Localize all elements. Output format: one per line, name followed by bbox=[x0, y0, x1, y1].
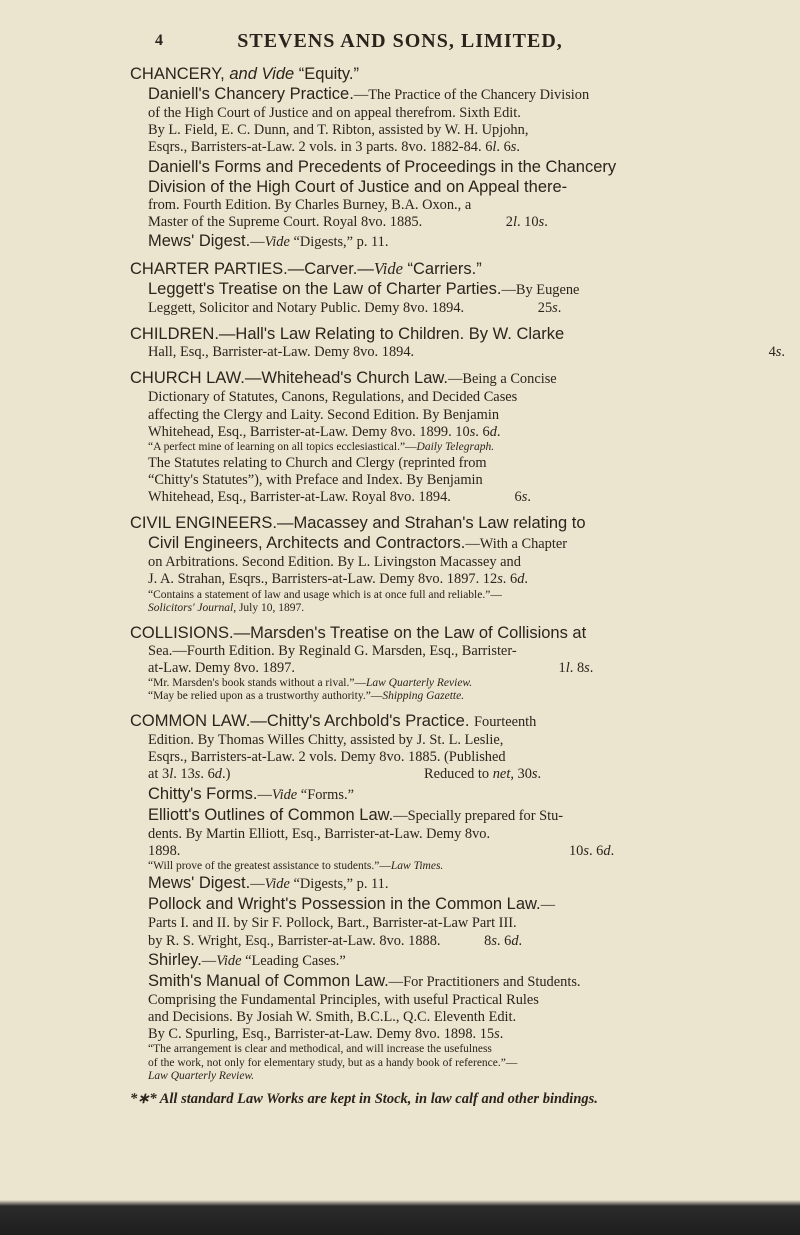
footer-note: *∗* All standard Law Works are kept in Stock, in law calf and other bindings. bbox=[130, 1090, 598, 1107]
entry-chancery bbox=[130, 64, 785, 252]
entry-collisions: COLLISIONS.—Marsden's Treatise on the Law of Collisions at Sea.—Fourth Edition. By Reginald G. Marsden, Esq., Barrister- at-Law. Demy 8vo. 1897. 1l. 8s. “Mr. Marsden's book stands without a rival.”—Law Quarterly Review. “May be relied upon as a trustworthy authority.”—Shipping Gazette. bbox=[130, 623, 594, 703]
entry-common-law: COMMON LAW.—Chitty's Archbold's Practice. Fourteenth Edition. By Thomas Willes Chitty, assisted by J. St. L. Leslie, Esqrs., Barristers-at-Law. 2 vols. Demy 8vo. 1885. (Published at 3l. 13s. 6d.) Reduced to net, 30s. Chitty's Forms.—Vide “Forms.” Elliott's Outlines of Common Law.—Specially prepared for Stu- dents. By Martin Elliott, Esq., Barrister-at-Law. Demy 8vo. 1898. 10s. 6d. “Will prove of the greatest assistance to students.”—Law Times. Mews' Digest.—Vide “Digests,” p. 11. Pollock and Wright's Possession in the Common Law.— Parts I. and II. by Sir F. Pollock, Bart., Barrister-at-Law Part III. by R. S. Wright, Esq., Barrister-at-Law. 8vo. 1888. 8s. 6d. Shirley.—Vide “Leading Cases.” Smith's Manual of Common Law.—For Practitioners and Students. Comprising the Fundamental Principles, with useful Practical Rules and Decisions. By Josiah W. Smith, B.C.L., Q.C. Eleventh Edit. By C. Spurling, Esq., Barrister-at-Law. Demy 8vo. 1898. 15s. “The arrangement is clear and methodical, and will increase the usefulness of the work, not only for elementary study, but as a handy book of reference.”— Law Quarterly Review. bbox=[130, 711, 615, 1083]
entry-charter-parties: CHARTER PARTIES.—Carver.—Vide “Carriers.” Leggett's Treatise on the Law of Charter Parties.—By Eugene Leggett, Solicitor and Notary Public. Demy 8vo. 1894. 25s. bbox=[130, 259, 580, 317]
page-edge-shadow bbox=[0, 1185, 800, 1235]
page-header bbox=[0, 24, 800, 54]
entry-body: Daniell's Chancery Practice.—The Practice of the Chancery Division of the High Court of Justice and on appeal therefrom. Sixth Edit. By L. Field, E. C. Dunn, and T. Ribton, assisted by W. H. Upjohn, Esqrs., Barristers-at-Law. 2 vols. in 3 parts. 8vo. 1882-84. 6l. 6s. Daniell's Forms and Precedents of Proceedings in the Chancery Division of the High Court of Justice and on Appeal there- from. Fourth Edition. By Charles Burney, B.A. Oxon., a Master of the Supreme Court. Royal 8vo. 1885. 2l. 10s. Mews' Digest.—Vide “Digests,” p. 11. bbox=[148, 85, 617, 251]
entry-children: CHILDREN.—Hall's Law Relating to Children. By W. Clarke Hall, Esq., Barrister-at-Law. Demy 8vo. 1894. 4s. bbox=[130, 325, 785, 361]
page-title: STEVENS AND SONS, LIMITED, bbox=[237, 30, 563, 52]
entry-heading: CHANCERY, and Vide “Equity.” bbox=[130, 65, 359, 83]
entry-church: CHURCH LAW.—Whitehead's Church Law.—Being a Concise Dictionary of Statutes, Canons, Regulations, and Decided Cases affecting the Clergy and Laity. Second Edition. By Benjamin Whitehead, Esq., Barrister-at-Law. Demy 8vo. 1899. 10s. 6d. “A perfect mine of learning on all topics ecclesiastical.”—Daily Telegraph. The Statutes relating to Church and Clergy (reprinted from “Chitty's Statutes”), with Preface and Index. By Benjamin Whitehead, Esq., Barrister-at-Law. Royal 8vo. 1894. 6s. bbox=[130, 369, 557, 505]
page-number: 4 bbox=[155, 32, 163, 49]
entry-civil-engineers: CIVIL ENGINEERS.—Macassey and Strahan's Law relating to Civil Engineers, Architects and Contractors.—With a Chapter on Arbitrations. Second Edition. By L. Livingston Macassey and J. A. Strahan, Esqrs., Barristers-at-Law. Demy 8vo. 1897. 12s. 6d. “Contains a statement of law and usage which is at once full and reliable.”— Solicitors' Journal, July 10, 1897. bbox=[130, 514, 586, 615]
catalogue-content bbox=[130, 64, 785, 1108]
